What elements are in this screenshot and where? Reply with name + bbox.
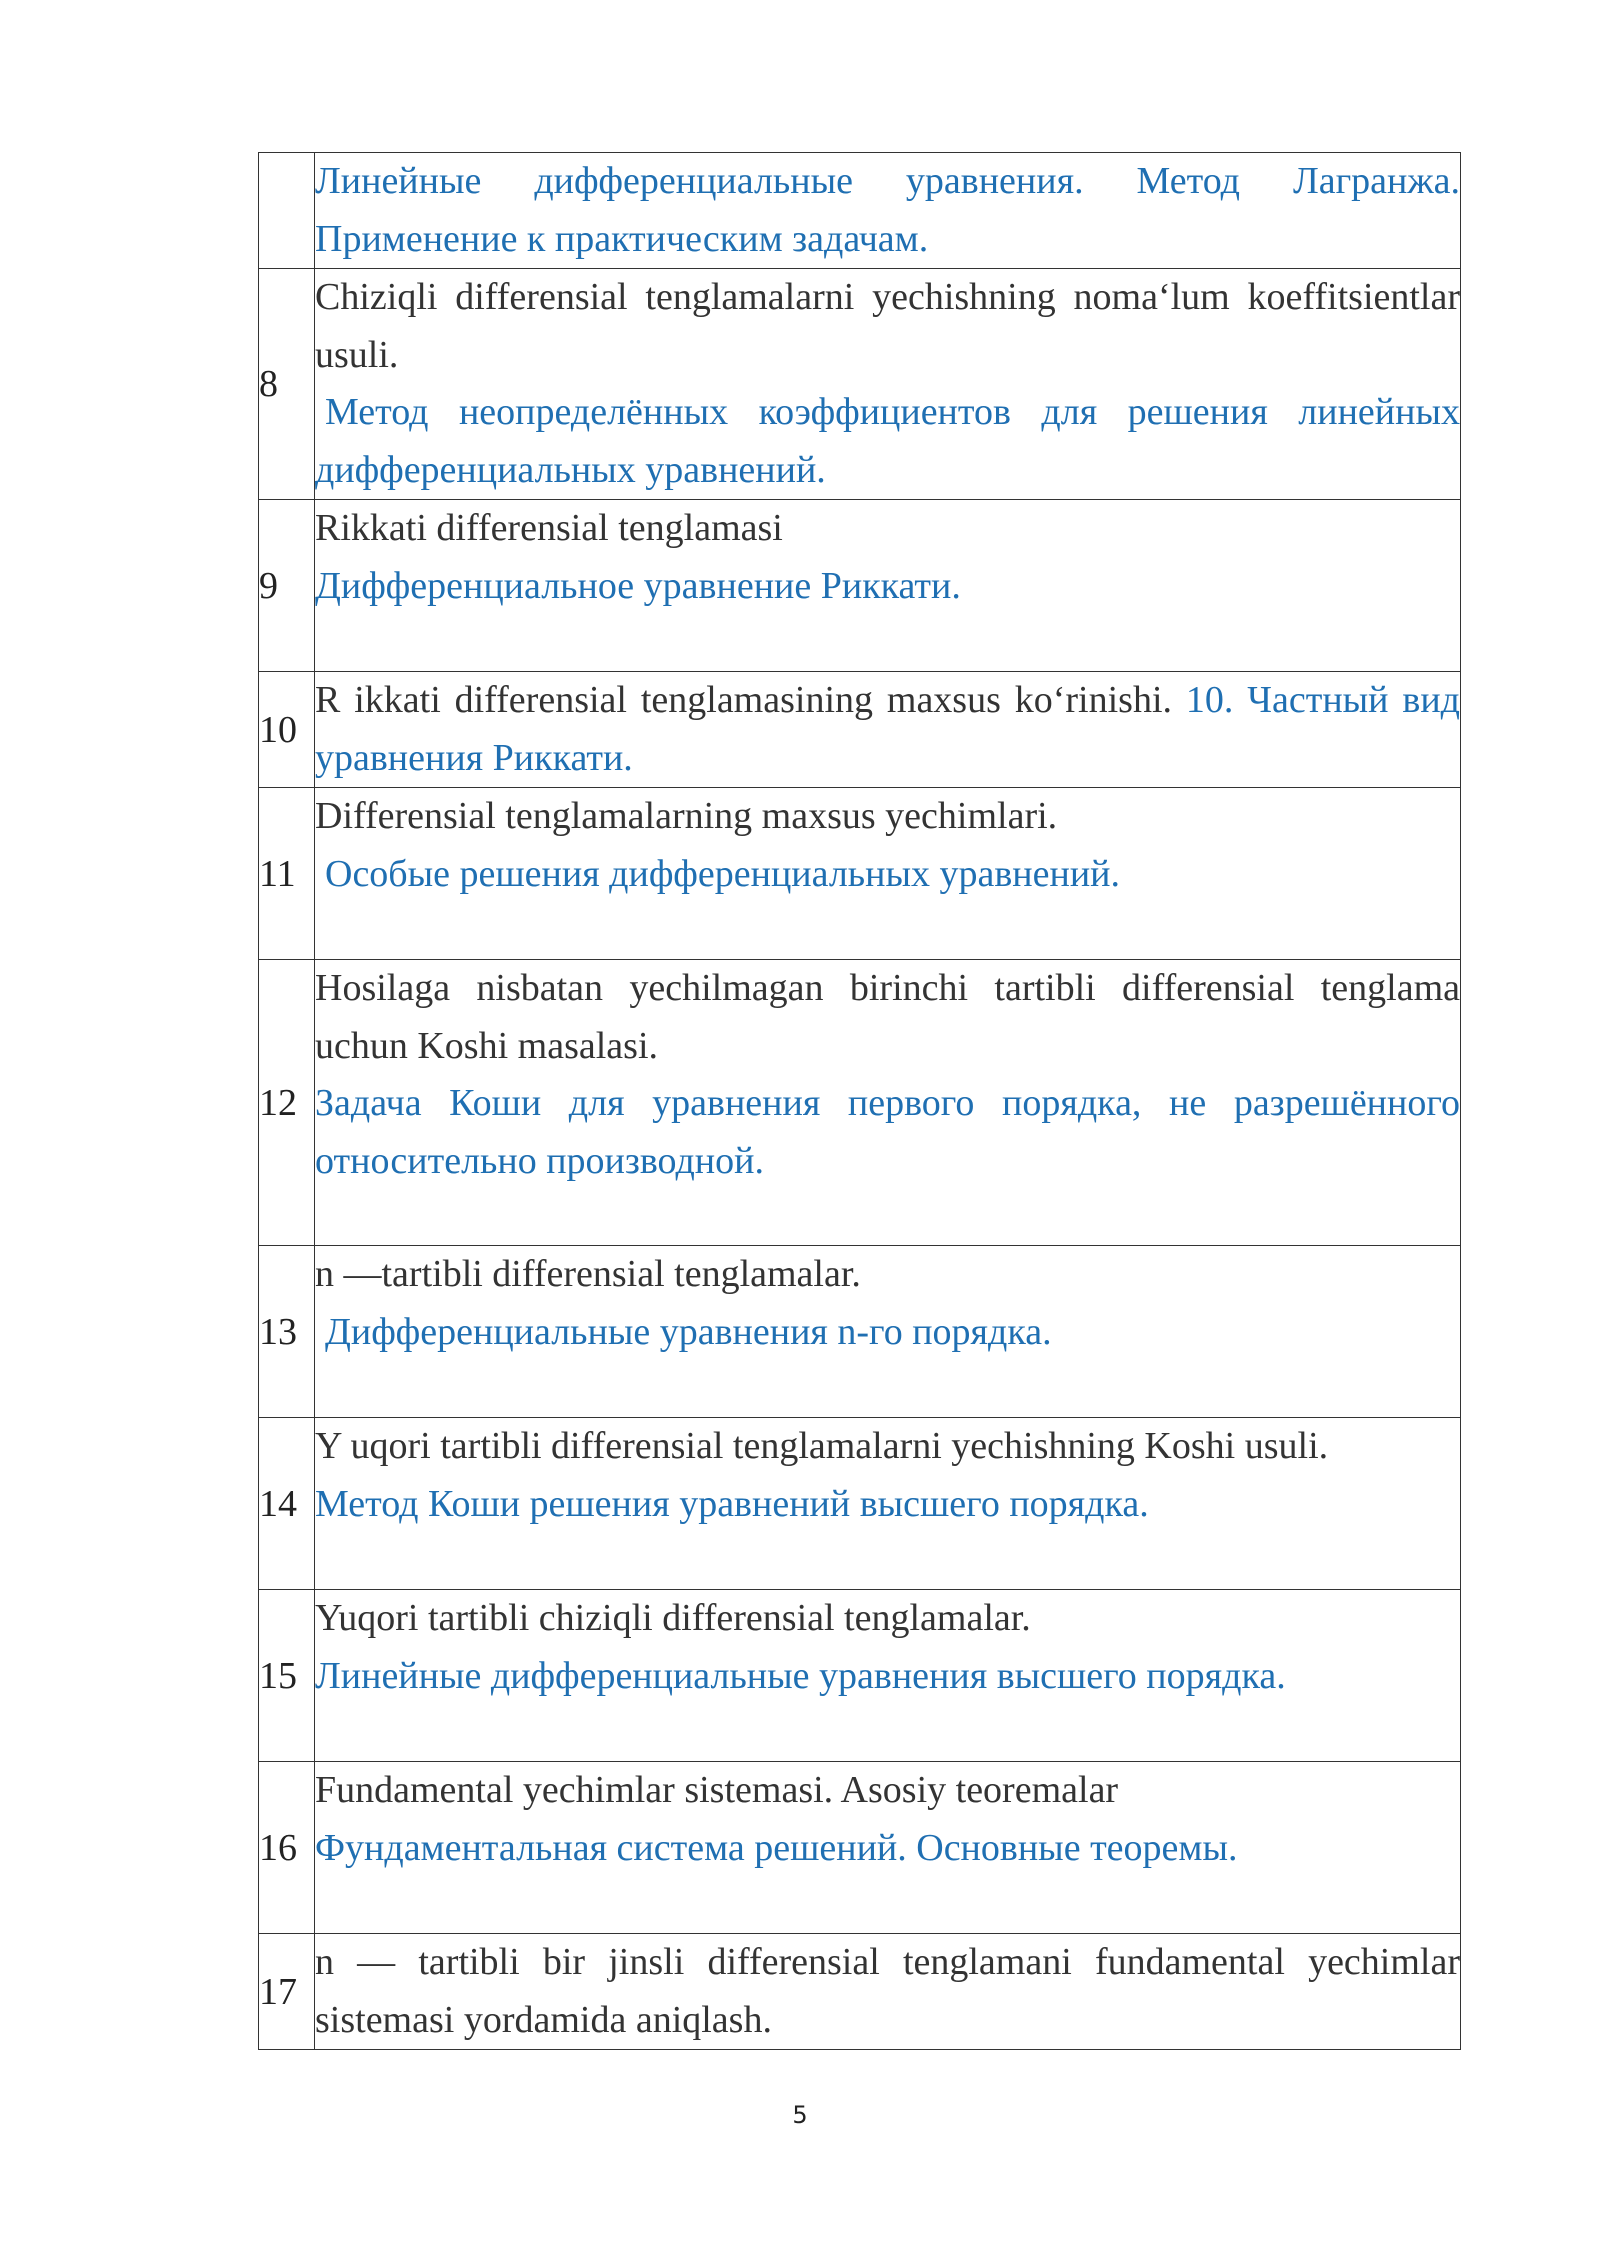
table-row <box>259 1762 1461 1934</box>
row-number: 12 <box>259 960 315 1246</box>
topic-ru: Фундаментальная система решений. Основные теоремы. <box>315 1826 1238 1869</box>
row-number: 10 <box>259 672 315 788</box>
table-row <box>259 960 1461 1246</box>
topic-ru: Дифференциальные уравнения n-го порядка. <box>325 1310 1052 1353</box>
row-number: 16 <box>259 1762 315 1934</box>
topic-uz: Rikkati differensial tenglamasi <box>315 507 783 549</box>
topic-ru: Задача Коши для уравнения первого порядка, не разрешённого относительно производной. <box>315 1082 1460 1182</box>
row-text <box>315 269 1461 500</box>
table-row <box>259 788 1461 960</box>
row-number: 17 <box>259 1934 315 2050</box>
topic-uz: n — tartibli bir jinsli differensial tenglamani fundamental yechimlar sistemasi yordamida aniqlash. <box>315 1941 1460 2041</box>
row-text <box>315 788 1461 960</box>
topic-uz: Differensial tenglamalarning maxsus yechimlari. <box>315 795 1058 837</box>
row-text <box>315 672 1461 788</box>
row-number: 14 <box>259 1418 315 1590</box>
row-number: 9 <box>259 500 315 672</box>
row-number: 15 <box>259 1590 315 1762</box>
topic-uz: Yuqori tartibli chiziqli differensial tenglamalar. <box>315 1597 1031 1639</box>
topic-ru: Особые решения дифференциальных уравнений. <box>325 852 1120 895</box>
topic-uz: Chiziqli differensial tenglamalarni yechishning noma‘lum koeffitsientlar usuli. <box>315 276 1460 376</box>
table-row <box>259 1246 1461 1418</box>
row-number: 11 <box>259 788 315 960</box>
row-text <box>315 960 1461 1246</box>
row-text <box>315 1246 1461 1418</box>
row-text <box>315 1418 1461 1590</box>
table-row <box>259 1418 1461 1590</box>
table-row <box>259 153 1461 269</box>
topic-uz: R ikkati differensial tenglamasining maxsus ko‘rinishi. <box>315 679 1173 721</box>
topic-uz: Hosilaga nisbatan yechilmagan birinchi tartibli differensial tenglama uchun Koshi masalasi. <box>315 967 1460 1067</box>
table-row <box>259 269 1461 500</box>
topic-uz: Fundamental yechimlar sistemasi. Asosiy teoremalar <box>315 1769 1119 1811</box>
row-number <box>259 153 315 269</box>
topic-uz: Y uqori tartibli differensial tenglamalarni yechishning Koshi usuli. <box>315 1425 1329 1467</box>
row-number: 8 <box>259 269 315 500</box>
topic-ru: Метод неопределённых коэффициентов для решения линейных дифференциальных уравнений. <box>315 391 1460 491</box>
row-text <box>315 1934 1461 2050</box>
table-row <box>259 1590 1461 1762</box>
topic-ru: Дифференциальное уравнение Риккати. <box>315 564 961 607</box>
topic-ru: Линейные дифференциальные уравнения высшего порядка. <box>315 1654 1286 1697</box>
table-row <box>259 500 1461 672</box>
row-text <box>315 1590 1461 1762</box>
topic-ru: Линейные дифференциальные уравнения. Метод Лагранжа. Применение к практическим задачам. <box>315 160 1460 260</box>
table-row <box>259 1934 1461 2050</box>
topic-ru: Метод Коши решения уравнений высшего порядка. <box>315 1482 1149 1525</box>
row-number: 13 <box>259 1246 315 1418</box>
row-text <box>315 153 1461 269</box>
row-text <box>315 1762 1461 1934</box>
row-text <box>315 500 1461 672</box>
topic-ru: 10. Частный вид уравнения Риккати. <box>315 679 1460 779</box>
topic-uz: n —tartibli differensial tenglamalar. <box>315 1253 861 1295</box>
topics-table <box>258 152 1461 2050</box>
table-row <box>259 672 1461 788</box>
page-number: 5 <box>792 2101 808 2129</box>
